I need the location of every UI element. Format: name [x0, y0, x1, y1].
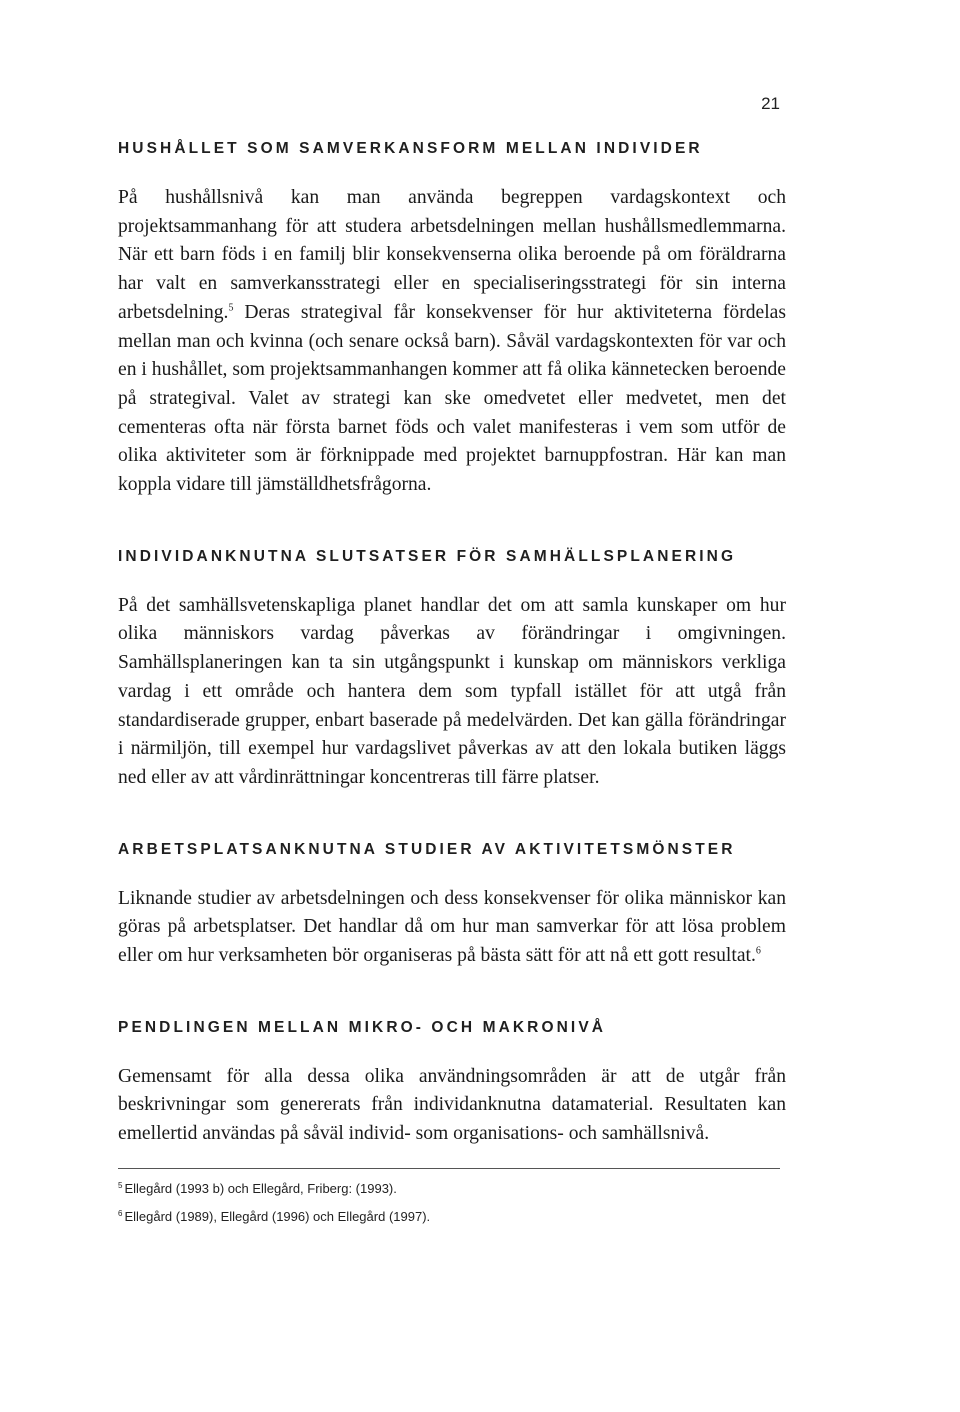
- section-individanknutna: [118, 548, 786, 793]
- page-number: 21: [761, 94, 780, 113]
- paragraph-text: På hushållsnivå kan man använda begreppen vardagskontext och projektsammanhang för att studera arbetsdelningen mellan hushållsmedlemmarna. När ett barn föds i en familj blir konsekvenserna olika beroende på om föräldrarna har valt en samverkansstrategi eller en specialiseringsstrategi för sin interna arbetsdelning.: [118, 187, 786, 323]
- footnote-text: Ellegård (1989), Ellegård (1996) och Ellegård (1997).: [124, 1209, 431, 1224]
- footnote-reference[interactable]: 5: [228, 302, 234, 314]
- section-heading: ARBETSPLATSANKNUTNA STUDIER AV AKTIVITETSMÖNSTER: [118, 840, 736, 858]
- section-heading: HUSHÅLLET SOM SAMVERKANSFORM MELLAN INDIVIDER: [118, 140, 703, 157]
- section-paragraph: Gemensamt för alla dessa olika användningsområden är att de utgår från beskrivningar som genererats från individanknutna datamaterial. Resultaten kan emellertid användas på såväl individ- som organisations- och samhällsnivå.: [118, 1065, 786, 1145]
- section-heading: INDIVIDANKNUTNA SLUTSATSER FÖR SAMHÄLLSPLANERING: [118, 547, 737, 565]
- footnote-marker: 5: [118, 1180, 123, 1190]
- paragraph-text: Liknande studier av arbetsdelningen och dess konsekvenser för olika människor kan göras på arbetsplatser. Det handlar då om hur man samverkar för att lösa problem eller om hur verksamheten bör organiseras på bästa sätt för att nå ett gott resultat.: [118, 887, 786, 967]
- footnote-reference[interactable]: 6: [755, 945, 761, 957]
- section-pendlingen: [118, 1019, 786, 1149]
- footnote-item: [118, 1181, 780, 1197]
- footnote-divider: [118, 1168, 780, 1169]
- footnote-text: Ellegård (1993 b) och Ellegård, Friberg: (1993).: [124, 1181, 397, 1196]
- paragraph-text: Deras strategival får konsekvenser för hur aktiviteterna fördelas mellan man och kvinna (och senare också barn). Såväl vardagskontexten för var och en i hushållet, som projektsammanhangen kommer att få olika kännetecken beroende på strategival. Valet av strategi kan ske omedvetet eller medvetet, men det cementeras ofta när första barnet föds och valet manifesteras i vem som utför de olika aktiviteter som är förknippade med projektet barnuppfostran. Här kan man koppla vidare till jämställdhetsfrågorna.: [118, 301, 786, 496]
- section-paragraph: På det samhällsvetenskapliga planet handlar det om att samla kunskaper om hur olika människors vardag påverkas av förändringar i omgivningen. Samhällsplaneringen kan ta sin utgångspunkt i kunskap om människors verkliga vardag i ett område och hantera dem som typfall istället för att utgå från standardiserade grupper, enbart baserade på medelvärden. Det kan gälla förändringar i närmiljön, till exempel hur vardagslivet påverkas av att den lokala butiken läggs ned eller av att vårdinrättningar koncentreras till färre platser.: [118, 594, 786, 788]
- section-arbetsplatsanknutna: [118, 841, 786, 971]
- page-body: [118, 140, 786, 1149]
- footnote-marker: 6: [118, 1208, 123, 1218]
- footnote-item: [118, 1209, 780, 1225]
- section-heading: PENDLINGEN MELLAN MIKRO- OCH MAKRONIVÅ: [118, 1018, 607, 1036]
- section-paragraph: [118, 184, 786, 500]
- footnotes: [118, 1181, 780, 1237]
- section-hushallet: [118, 140, 786, 500]
- section-paragraph: [118, 885, 786, 971]
